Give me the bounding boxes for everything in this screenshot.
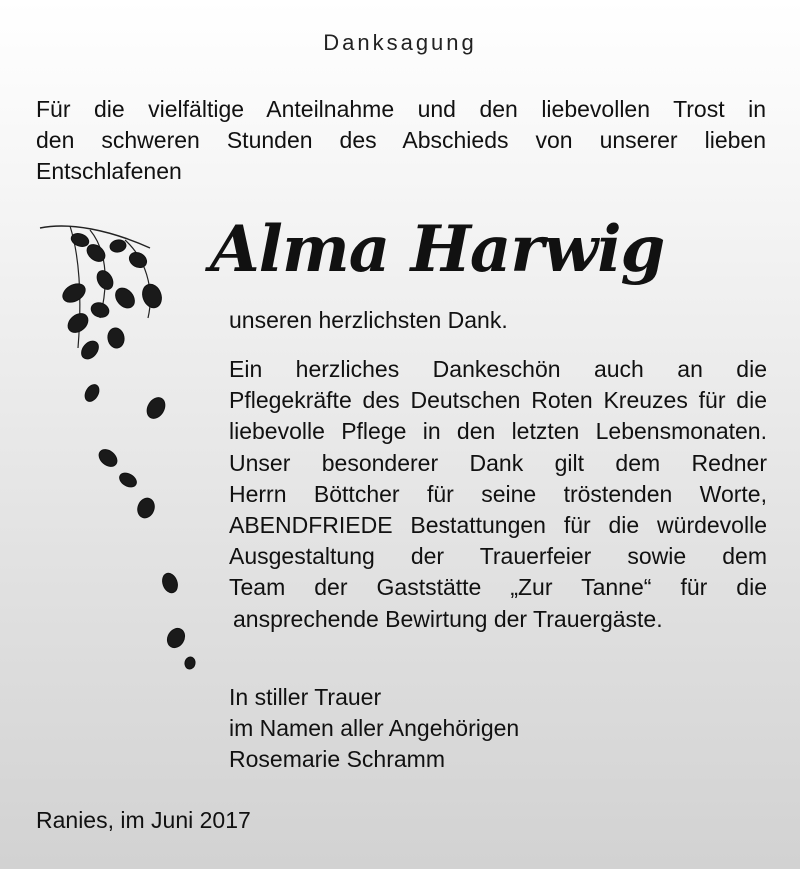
falling-leaves-icon	[30, 218, 220, 678]
body-line: Herrn Böttcher für seine tröstenden Worte,	[229, 480, 767, 507]
notice-heading: Danksagung	[323, 30, 477, 55]
thanks-line: unseren herzlichsten Dank.	[229, 307, 508, 333]
deceased-name: Alma Harwig	[210, 212, 665, 287]
body-line: Team der Gaststätte „Zur Tanne“ für die	[229, 574, 767, 601]
body-line: Unser besonderer Dank gilt dem Redner	[229, 449, 767, 476]
intro-line: Entschlafenen	[36, 158, 182, 184]
intro-line: Für die vielfältige Anteilnahme und den liebevollen Trost in	[36, 96, 766, 122]
acknowledgement-text	[229, 354, 767, 635]
body-line: Pflegekräfte des Deutschen Roten Kreuzes für die	[229, 387, 767, 414]
body-line: ABENDFRIEDE Bestattungen für die würdevolle	[229, 512, 767, 539]
intro-text	[36, 94, 766, 187]
body-line: ansprechende Bewirtung der Trauergäste.	[233, 605, 663, 632]
signer-name: Rosemarie Schramm	[229, 746, 445, 772]
closing-line: In stiller Trauer	[229, 684, 382, 710]
intro-line: den schweren Stunden des Abschieds von unserer lieben	[36, 127, 766, 153]
body-line: liebevolle Pflege in den letzten Lebensmonaten.	[229, 418, 767, 445]
closing-signature	[229, 682, 629, 775]
closing-line: im Namen aller Angehörigen	[229, 715, 520, 741]
body-line: Ausgestaltung der Trauerfeier sowie dem	[229, 543, 767, 570]
body-line: Ein herzliches Dankeschön auch an die	[229, 356, 767, 382]
place-date: Ranies, im Juni 2017	[36, 807, 251, 833]
